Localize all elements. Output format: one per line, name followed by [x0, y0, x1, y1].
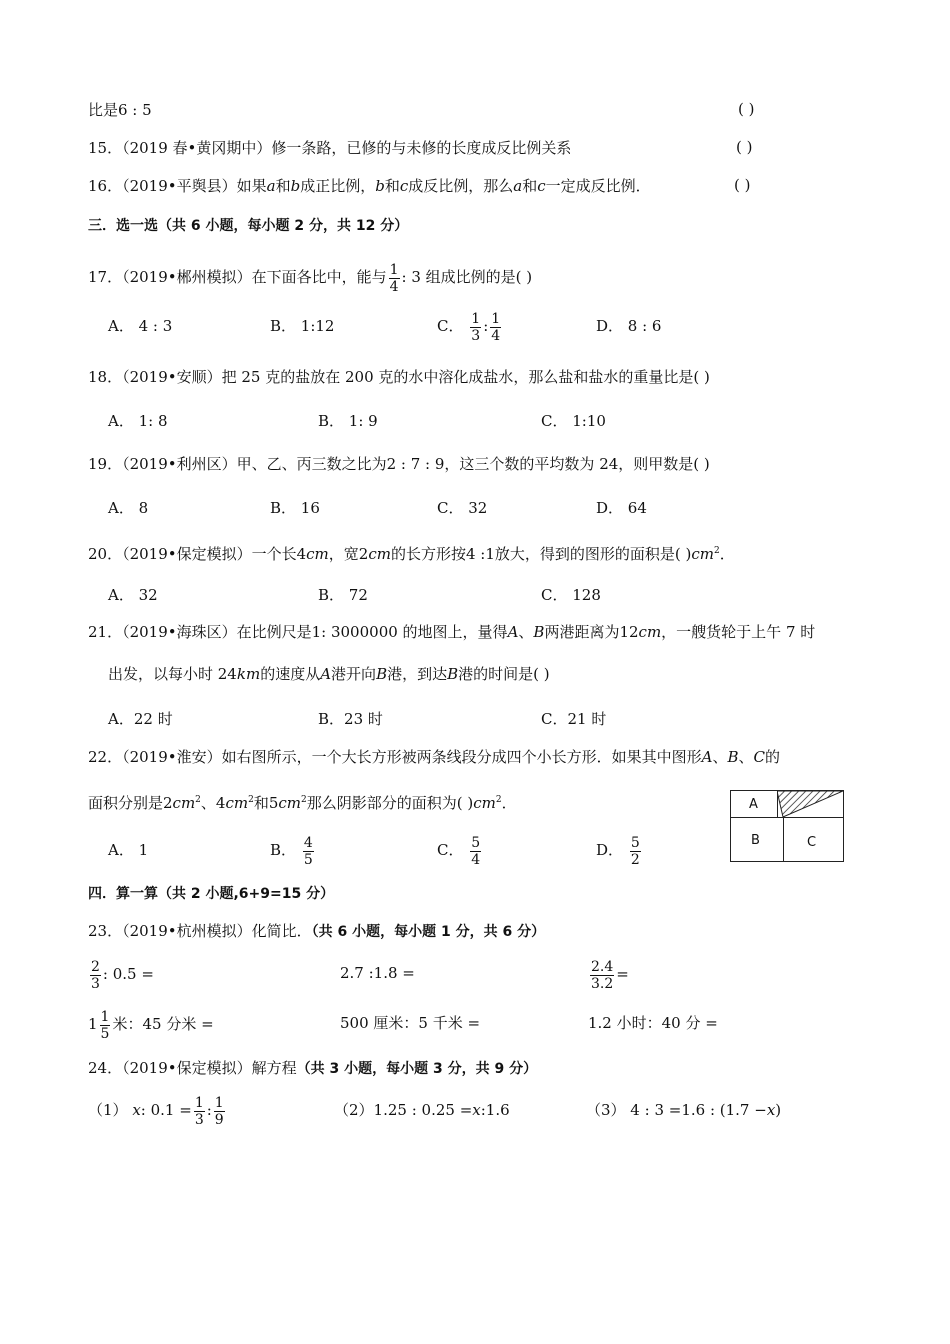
q23-expr-3: $\frac{2.4}{3.2}$ = — [591, 958, 629, 992]
shaded-triangle — [777, 791, 843, 817]
q23-expr-2: 2.7 :1.8 = — [340, 964, 415, 982]
q20-option-a[interactable]: A． 32 — [108, 586, 158, 604]
q18-option-a[interactable]: A． 1: 8 — [108, 412, 168, 430]
q21-stem-line1: 21．（2019•海珠区）在比例尺是1: 3000000 的地图上，量得A、B两港距离为12cm，一艘货轮于上午 7 时 — [88, 623, 816, 641]
q17-option-a[interactable]: A． 4 : 3 — [108, 317, 173, 335]
q17-option-b[interactable]: B． 1:12 — [270, 317, 335, 335]
q21-stem-line2: 出发，以每小时 24km的速度从A港开向B港，到达B港的时间是( ) — [108, 665, 550, 683]
q16-answer-blank[interactable]: ( ) — [734, 176, 751, 194]
q19-option-b[interactable]: B． 16 — [270, 499, 320, 517]
q22-rectangle-figure — [730, 790, 844, 862]
q23-expr-4: 1 $\frac{1}{5}$ 米：45 分米 = — [88, 1008, 214, 1042]
q22-stem-line2: 面积分别是$2cm^2$、$4cm^2$和$5cm^2$那么阴影部分的面积为( )$cm^2$． — [88, 794, 517, 812]
divider-vertical-top — [777, 791, 778, 817]
q22-option-c[interactable]: C． $\frac{5}{4}$ — [437, 834, 481, 868]
q18-stem: 18．（2019•安顺）把 25 克的盐放在 200 克的水中溶化成盐水，那么盐和盐水的重量比是( ) — [88, 368, 710, 386]
q19-option-d[interactable]: D． 64 — [596, 499, 647, 517]
q24-equation-3: （3） 4 : 3 =1.6 : (1.7 −x) — [586, 1101, 782, 1119]
q22-stem-line1: 22．（2019•淮安）如右图所示，一个大长方形被两条线段分成四个小长方形．如果其中图形A、B、C的 — [88, 748, 781, 766]
q20-option-c[interactable]: C． 128 — [541, 586, 601, 604]
q19-stem: 19．（2019•利州区）甲、乙、丙三数之比为2 : 7 : 9，这三个数的平均数为 24，则甲数是( ) — [88, 455, 710, 473]
q15-answer-blank[interactable]: ( ) — [736, 138, 753, 156]
q15-text: 15．（2019 春•黄冈期中）修一条路，已修的与未修的长度成反比例关系 — [88, 139, 572, 157]
figure-label-a: A — [749, 797, 758, 812]
q17-option-c[interactable]: C． $\frac{1}{3}$ : $\frac{1}{4}$ — [437, 310, 501, 344]
section-4-heading: 四．算一算（共 2 小题,6+9=15 分） — [88, 886, 335, 902]
divider-vertical-bottom — [783, 817, 784, 861]
q21-option-c[interactable]: C．21 时 — [541, 710, 607, 728]
q20-stem: 20．（2019•保定模拟）一个长4cm，宽2cm的长方形按4 :1放大，得到的图形的面积是( )$cm^2$． — [88, 545, 735, 563]
q17-stem: 17．（2019•郴州模拟）在下面各比中，能与 $\frac{1}{4}$ : 3 组成比例的是( ) — [88, 261, 533, 295]
q19-option-c[interactable]: C． 32 — [437, 499, 488, 517]
q23-expr-1: $\frac{2}{3}$ : 0.5 = — [91, 958, 154, 992]
section-3-heading: 三．选一选（共 6 小题，每小题 2 分，共 12 分） — [88, 218, 409, 234]
q23-expr-5: 500 厘米：5 千米 = — [340, 1014, 481, 1032]
q24-stem: 24．（2019•保定模拟）解方程（共 3 小题，每小题 3 分，共 9 分） — [88, 1059, 538, 1077]
q22-option-d[interactable]: D． $\frac{5}{2}$ — [596, 834, 640, 868]
q21-option-a[interactable]: A．22 时 — [108, 710, 173, 728]
q18-option-c[interactable]: C． 1:10 — [541, 412, 606, 430]
q14-answer-blank[interactable]: ( ) — [738, 100, 755, 118]
q24-equation-2: （2）1.25 : 0.25 =x:1.6 — [334, 1101, 510, 1119]
q20-option-b[interactable]: B． 72 — [318, 586, 368, 604]
q23-stem: 23．（2019•杭州模拟）化简比．（共 6 小题，每小题 1 分，共 6 分） — [88, 922, 546, 940]
q19-option-a[interactable]: A． 8 — [108, 499, 149, 517]
figure-label-b: B — [751, 833, 760, 848]
figure-label-c: C — [807, 835, 817, 850]
q18-option-b[interactable]: B． 1: 9 — [318, 412, 378, 430]
q16-text: 16．（2019•平舆县）如果a和b成正比例，b和c成反比例，那么a和c一定成反比例． — [88, 177, 651, 195]
fraction: $\frac{1}{4}$ — [389, 261, 399, 295]
q22-option-a[interactable]: A． 1 — [108, 841, 149, 859]
q23-expr-6: 1.2 小时：40 分 = — [588, 1014, 718, 1032]
divider-horizontal — [731, 817, 843, 818]
q17-option-d[interactable]: D． 8 : 6 — [596, 317, 662, 335]
q24-equation-1: （1） x: 0.1 = $\frac{1}{3}$ : $\frac{1}{9}$ — [88, 1094, 224, 1128]
q22-option-b[interactable]: B． $\frac{4}{5}$ — [270, 834, 313, 868]
q14-text: 比是6 : 5 — [88, 101, 152, 119]
q21-option-b[interactable]: B．23 时 — [318, 710, 383, 728]
